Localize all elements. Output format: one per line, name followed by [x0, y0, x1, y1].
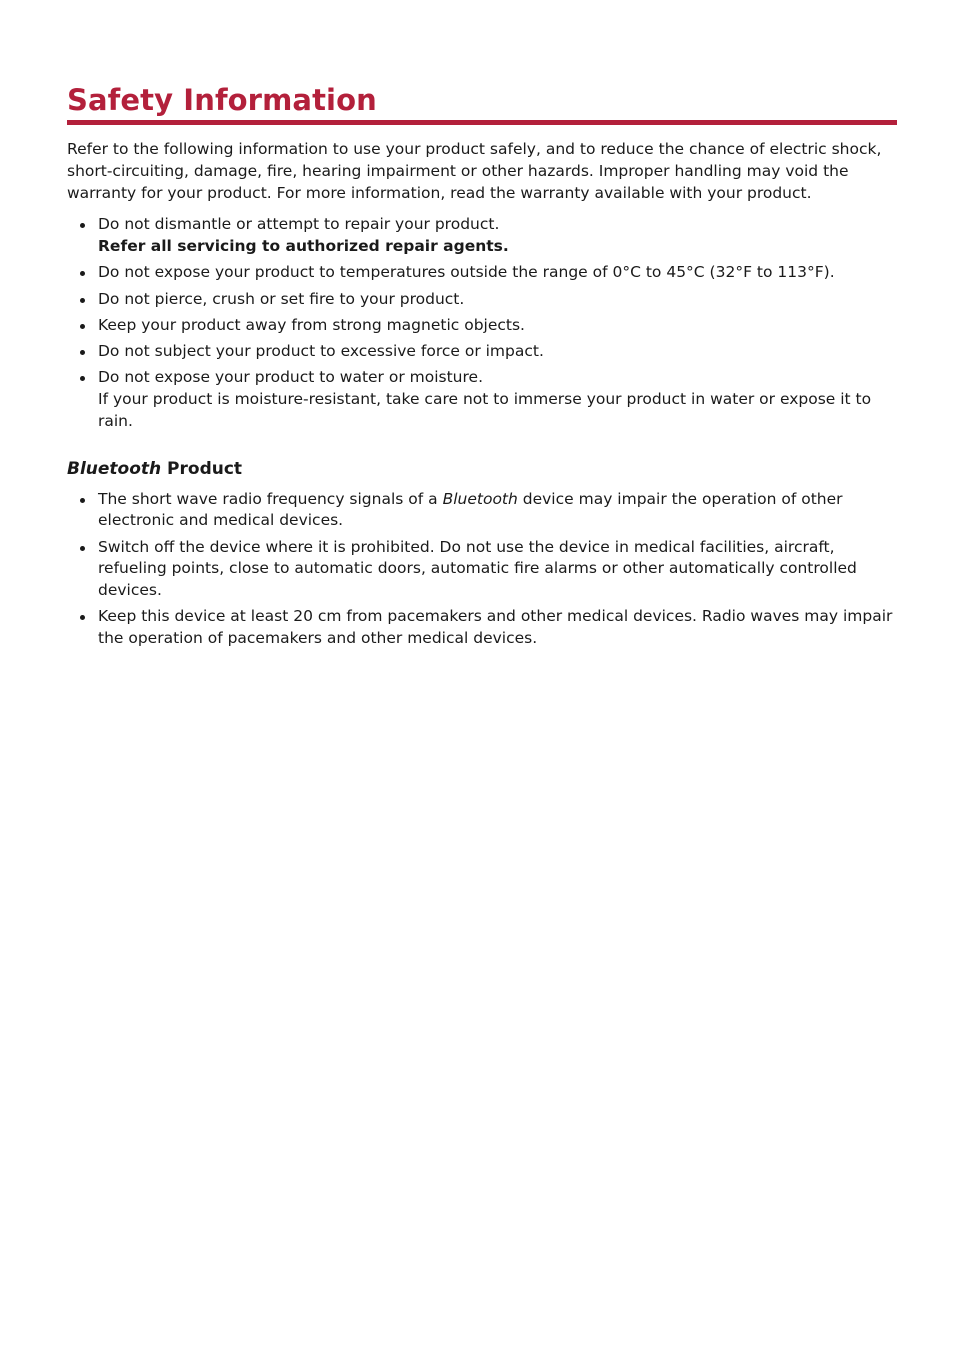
bullet-icon: [80, 498, 85, 503]
list-item: [67, 367, 897, 432]
list-item-text: Keep this device at least 20 cm from pacemakers and other medical devices. Radio waves may impair the operation of pacemakers and other medical devices.: [98, 607, 893, 648]
bullet-icon: [80, 546, 85, 551]
list-item: [67, 537, 897, 602]
list-item: [67, 262, 897, 284]
list-item-text: Switch off the device where it is prohibited. Do not use the device in medical facilities, aircraft, refueling points, close to automatic doors, automatic fire alarms or other automatically controlled devices.: [98, 537, 857, 600]
list-item-text: Do not expose your product to water or moisture.: [98, 368, 483, 387]
list-item: [67, 289, 897, 311]
list-item-text: Do not expose your product to temperatures outside the range of 0°C to 45°C (32°F to 113°F).: [98, 263, 835, 282]
list-item-text-italic: Bluetooth: [442, 489, 518, 508]
bullet-icon: [80, 271, 85, 276]
bluetooth-heading-rest: Product: [161, 458, 243, 479]
bullet-icon: [80, 298, 85, 303]
bluetooth-list: [67, 489, 897, 650]
bullet-icon: [80, 615, 85, 620]
list-item-text-before: The short wave radio frequency signals of a: [98, 489, 443, 508]
list-item-note: If your product is moisture-resistant, take care not to immerse your product in water or expose it to rain.: [98, 389, 872, 430]
page-title: Safety Information: [67, 83, 377, 117]
list-item-text-after: device may impair the operation of other electronic and medical devices.: [98, 489, 843, 530]
list-item-text: Keep your product away from strong magnetic objects.: [98, 315, 525, 334]
list-item: [67, 214, 897, 258]
title-underline: [67, 120, 897, 125]
bluetooth-heading: [67, 457, 897, 481]
intro-paragraph: Refer to the following information to use your product safely, and to reduce the chance of electric shock, short-circuiting, damage, fire, hearing impairment or other hazards. Improper handling may void the warranty for your product. For more information, read the warranty available with your product.: [67, 140, 882, 202]
bluetooth-heading-italic: Bluetooth: [67, 458, 162, 479]
list-item-text: Do not subject your product to excessive force or impact.: [98, 341, 544, 360]
list-item: [67, 341, 897, 363]
list-item: [67, 606, 897, 650]
bullet-icon: [80, 350, 85, 355]
bullet-icon: [80, 223, 85, 228]
list-item-text: Do not dismantle or attempt to repair your product.: [98, 215, 500, 234]
list-item-note: Refer all servicing to authorized repair agents.: [98, 237, 509, 256]
safety-list: [67, 214, 897, 432]
bullet-icon: [80, 376, 85, 381]
bullet-icon: [80, 324, 85, 329]
document-page: [67, 82, 897, 654]
list-item: [67, 315, 897, 337]
list-item-text: Do not pierce, crush or set fire to your product.: [98, 289, 465, 308]
list-item: [67, 489, 897, 533]
